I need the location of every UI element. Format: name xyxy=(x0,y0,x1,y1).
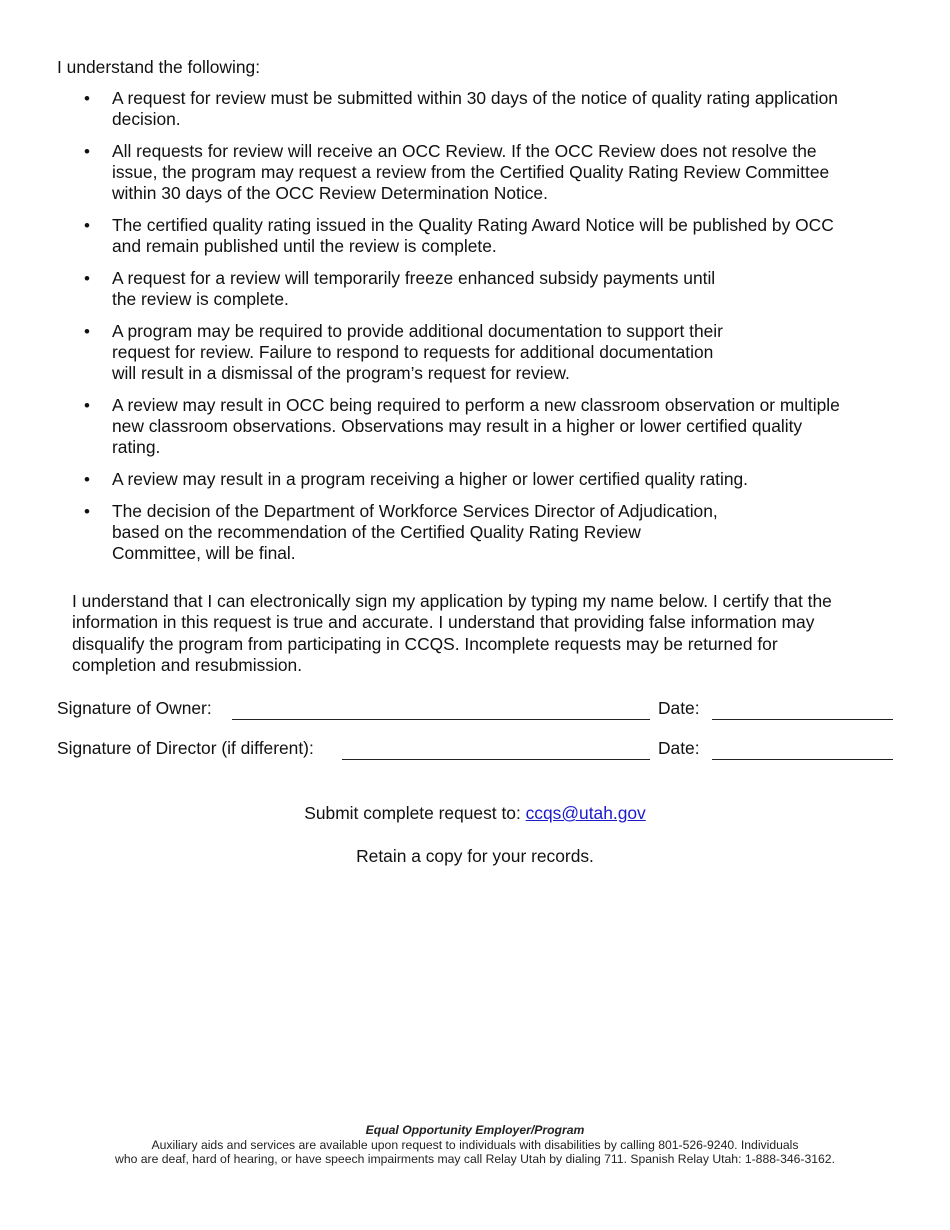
bullet-icon: • xyxy=(84,396,90,415)
list-item-line: A program may be required to provide additional documentation to support their xyxy=(112,321,723,341)
list-item-line: new classroom observations. Observations may result in a higher or lower certified quality xyxy=(112,416,803,436)
director-signature-row xyxy=(57,738,895,762)
owner-signature-field[interactable] xyxy=(232,719,650,720)
certification-line: I understand that I can electronically sign my application by typing my name below. I certify that the xyxy=(72,591,832,611)
owner-date-field[interactable] xyxy=(712,719,893,720)
director-signature-field[interactable] xyxy=(342,759,650,760)
list-item-line: A request for review must be submitted within 30 days of the notice of quality rating application xyxy=(112,88,838,108)
list-item-line: rating. xyxy=(112,437,161,457)
list-item xyxy=(57,215,902,257)
intro-text: I understand the following: xyxy=(57,57,261,77)
list-item-line: decision. xyxy=(112,109,181,129)
list-item xyxy=(57,268,902,310)
bullet-icon: • xyxy=(84,502,90,521)
footer-line: Auxiliary aids and services are available upon request to individuals with disabilities by calling 801-526-9240. Individuals xyxy=(151,1137,799,1152)
list-item-line: issue, the program may request a review from the Certified Quality Rating Review Committee xyxy=(112,162,830,182)
list-item xyxy=(57,141,902,204)
list-item-line: request for review. Failure to respond to requests for additional documentation xyxy=(112,342,714,362)
list-item-line: A review may result in OCC being required to perform a new classroom observation or multiple xyxy=(112,395,840,415)
submit-prefix: Submit complete request to: xyxy=(304,803,526,823)
list-item-line: The certified quality rating issued in the Quality Rating Award Notice will be published by OCC xyxy=(112,215,834,235)
bullet-icon: • xyxy=(84,216,90,235)
list-item xyxy=(57,395,902,458)
bullet-icon: • xyxy=(84,322,90,341)
list-item-line: within 30 days of the OCC Review Determination Notice. xyxy=(112,183,548,203)
owner-signature-row xyxy=(57,698,895,722)
list-item-line: A review may result in a program receiving a higher or lower certified quality rating. xyxy=(112,469,749,489)
submit-instruction xyxy=(0,803,950,824)
list-item-line: A request for a review will temporarily freeze enhanced subsidy payments until xyxy=(112,268,716,288)
list-item-line: and remain published until the review is complete. xyxy=(112,236,497,256)
understanding-list xyxy=(57,88,902,575)
director-signature-label: Signature of Director (if different): xyxy=(57,738,314,758)
certification-line: completion and resubmission. xyxy=(72,654,303,675)
bullet-icon: • xyxy=(84,269,90,288)
retain-note: Retain a copy for your records. xyxy=(356,846,594,866)
certification-statement xyxy=(72,591,902,676)
footer-title: Equal Opportunity Employer/Program xyxy=(365,1123,585,1137)
certification-line: information in this request is true and accurate. I understand that providing false information may xyxy=(72,612,815,633)
email-link[interactable]: ccqs@utah.gov xyxy=(525,803,646,823)
owner-signature-label: Signature of Owner: xyxy=(57,698,212,718)
list-item-line: the review is complete. xyxy=(112,289,289,309)
footer xyxy=(0,1123,950,1167)
bullet-icon: • xyxy=(84,89,90,108)
list-item-line: The decision of the Department of Workforce Services Director of Adjudication, xyxy=(112,501,718,521)
list-item xyxy=(57,321,902,384)
list-item-line: will result in a dismissal of the program’s request for review. xyxy=(112,363,570,383)
director-date-label: Date: xyxy=(658,738,700,758)
list-item xyxy=(57,88,902,130)
list-item xyxy=(57,469,902,490)
list-item-line: based on the recommendation of the Certified Quality Rating Review xyxy=(112,522,641,542)
certification-line: disqualify the program from participating in CCQS. Incomplete requests may be returned for xyxy=(72,633,778,654)
director-date-field[interactable] xyxy=(712,759,893,760)
footer-line: who are deaf, hard of hearing, or have speech impairments may call Relay Utah by dialing 711. Spanish Relay Utah: 1-888-346-3162. xyxy=(115,1152,835,1166)
bullet-icon: • xyxy=(84,142,90,161)
bullet-icon: • xyxy=(84,470,90,489)
list-item-line: Committee, will be final. xyxy=(112,543,296,563)
list-item xyxy=(57,501,902,564)
list-item-line: All requests for review will receive an OCC Review. If the OCC Review does not resolve the xyxy=(112,141,817,161)
owner-date-label: Date: xyxy=(658,698,700,718)
